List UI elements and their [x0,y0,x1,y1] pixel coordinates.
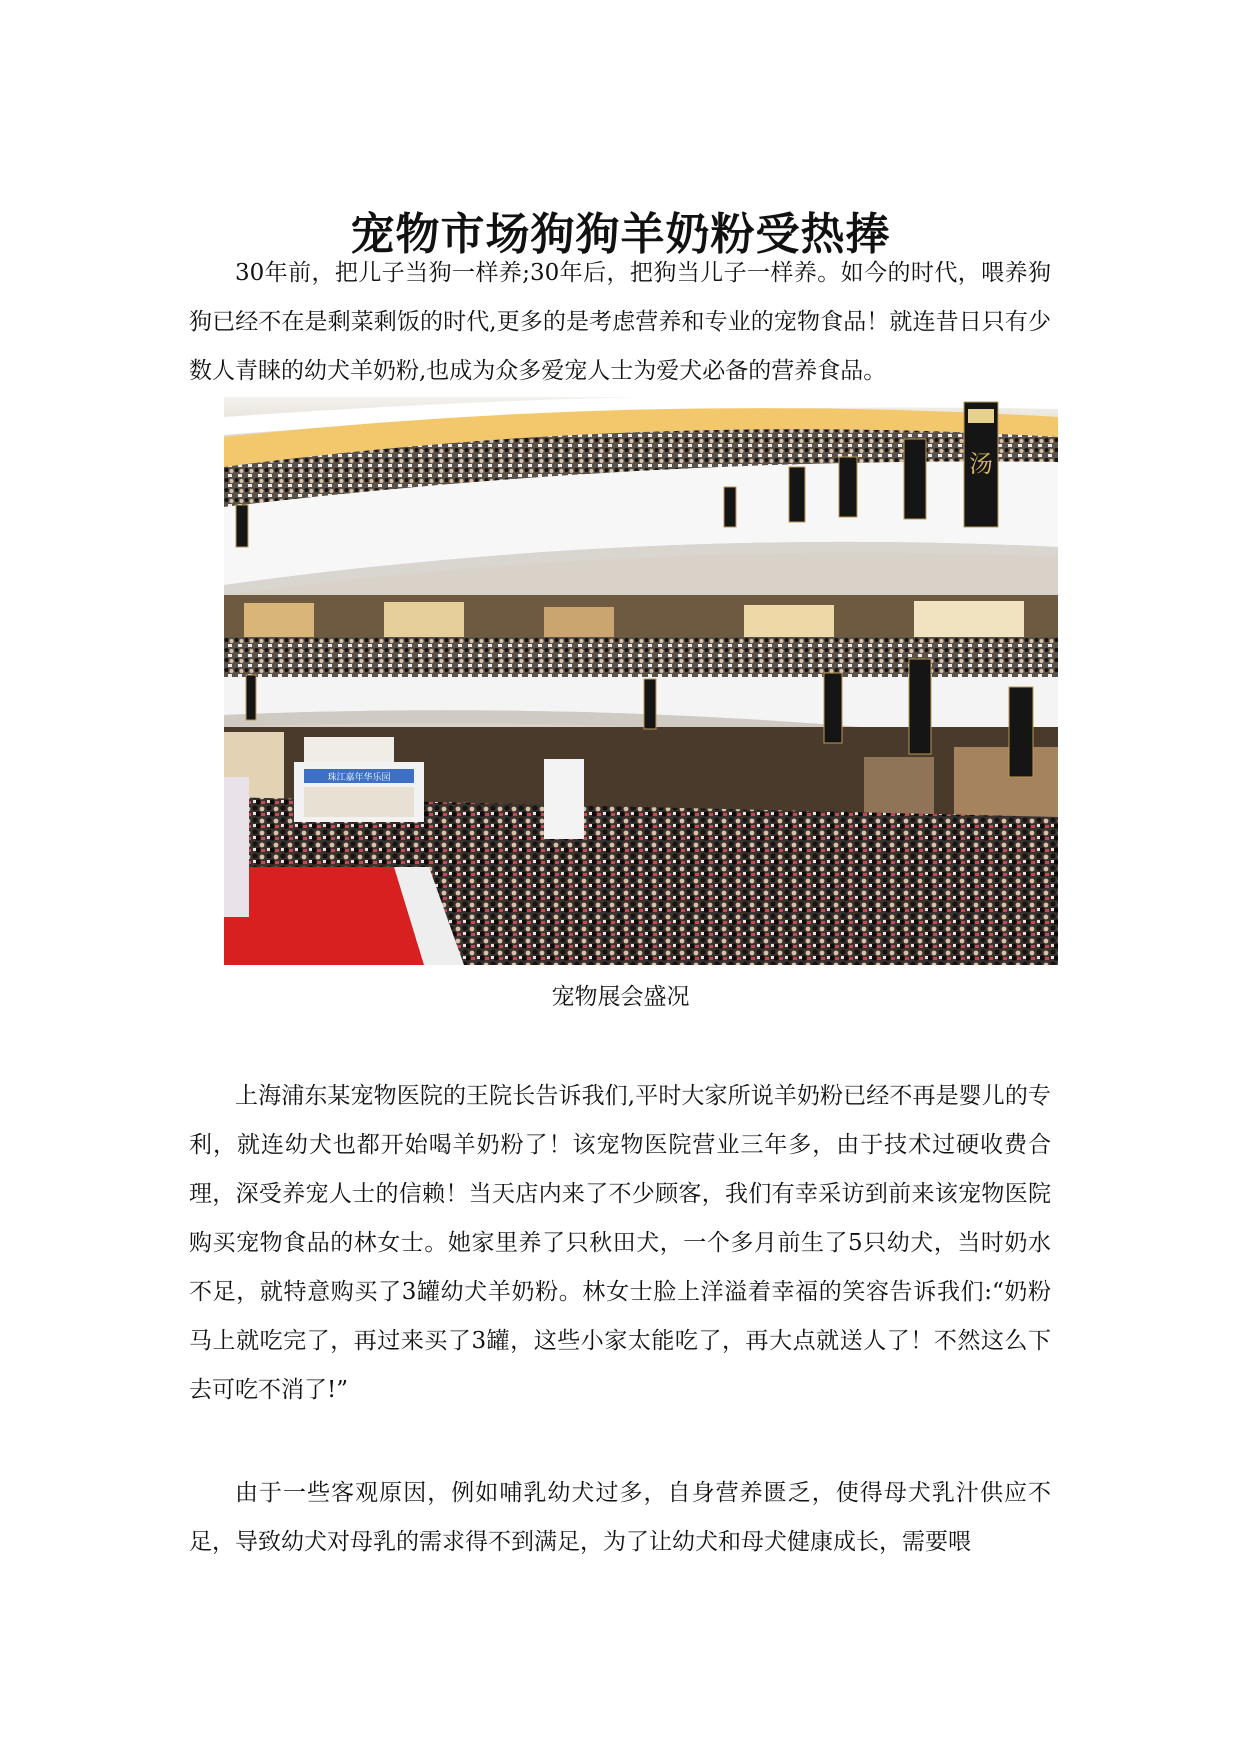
figure-caption: 宠物展会盛况 [551,984,690,1010]
mall-crowd-photo [224,397,1058,965]
paragraph-intro: 30年前，把儿子当狗一样养;30年后，把狗当儿子一样养。如今的时代，喂养狗狗已经不在是剩菜剩饭的时代,更多的是考虑营养和专业的宠物食品！就连昔日只有少数人青睐的幼犬羊奶粉,也成为众多爱宠人士为爱犬必备的营养食品。 [189,260,1051,384]
paragraph-interview: 上海浦东某宠物医院的王院长告诉我们,平时大家所说羊奶粉已经不再是婴儿的专利，就连幼犬也都开始喝羊奶粉了！该宠物医院营业三年多，由于技术过硬收费合理，深受养宠人士的信赖！当天店内来了不少顾客，我们有幸采访到前来该宠物医院购买宠物食品的林女士。她家里养了只秋田犬，一个多月前生了5只幼犬，当时奶水不足，就特意购买了3罐幼犬羊奶粉。林女士脸上洋溢着幸福的笑容告诉我们:“奶粉马上就吃完了，再过来买了3罐，这些小家太能吃了，再大点就送人了！不然这么下去可吃不消了!” [189,1083,1052,1403]
stage-sign-text: 珠江嘉年华乐园 [327,773,391,783]
paragraph-reasons: 由于一些客观原因，例如哺乳幼犬过多，自身营养匮乏，使得母犬乳汁供应不足，导致幼犬对母乳的需求得不到满足，为了让幼犬和母犬健康成长，需要喂 [189,1480,1051,1555]
banner-glyph: 汤 [969,450,993,478]
article-title: 宠物市场狗狗羊奶粉受热捧 [350,209,891,261]
